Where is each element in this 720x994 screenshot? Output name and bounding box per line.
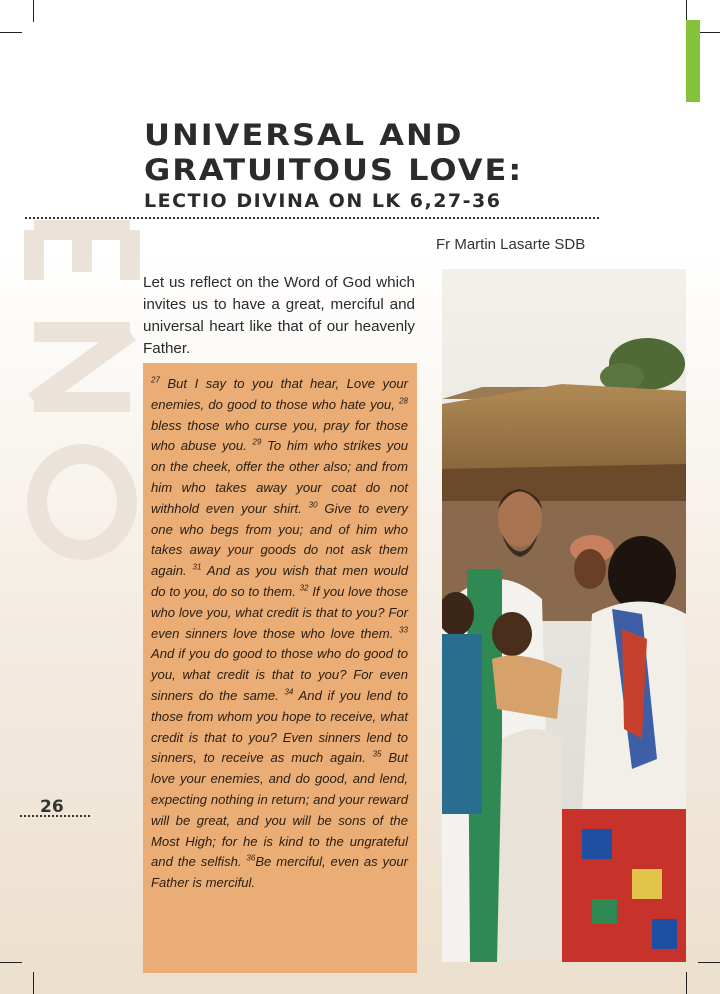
verse-number: 28 (399, 396, 408, 406)
article-title-line-1: UNIVERSAL AND (144, 117, 464, 153)
verse-text: bless those who curse you, pray for those who abuse you. (151, 417, 408, 454)
header-divider (25, 217, 599, 219)
article-header (144, 118, 604, 213)
verse-text: But love your enemies, and do good, and lend, expecting nothing in return; and your reward will be great, and you will be sons of the Most High; for he is kind to the ungrateful and the selfish. (151, 750, 409, 870)
article-subtitle: LECTIO DIVINA ON LK 6,27-36 (144, 190, 502, 212)
verse-text: And if you lend to those from whom you hope to receive, what credit is that to you? Even sinners lend to sinners, to receive as much again. (151, 687, 408, 766)
scripture-passage (151, 374, 408, 894)
verse-number: 36 (246, 853, 256, 863)
verse-text: To him who strikes you on the cheek, offer the other also; and from him who takes away your coat do not withhold even your shirt. (151, 438, 409, 516)
article-title-line-2: GRATUITOUS LOVE: (144, 152, 524, 188)
photo-village-gathering (442, 269, 686, 962)
crop-mark (0, 32, 22, 33)
crop-mark (698, 32, 720, 33)
crop-mark (698, 962, 720, 963)
intro-paragraph: Let us reflect on the Word of God which invites us to have a great, merciful and universal heart like that of our heavenly Father. (143, 274, 415, 357)
verse-number: 30 (308, 500, 318, 510)
verse-number: 27 (151, 375, 160, 385)
verse-number: 34 (284, 687, 294, 697)
verse-text: And if you do good to those who do good to you, what credit is that to you? For even sinners do the same. (151, 646, 408, 703)
verse-text: And as you wish that men would do to you, do so to them. (151, 563, 408, 599)
verse-number: 29 (252, 438, 262, 448)
author-byline: Fr Martin Lasarte SDB (436, 236, 586, 253)
crop-mark (33, 0, 34, 22)
verse-number: 35 (372, 749, 382, 759)
section-color-tab (686, 20, 700, 102)
verse-number: 31 (192, 562, 202, 572)
verse-number: 32 (299, 583, 309, 593)
verse-text: If you love those who love you, what credit is that to you? For even sinners love those who love them. (151, 583, 408, 641)
verse-text: Give to every one who begs from you; and of him who takes away your goods do not ask them again. (151, 500, 408, 579)
page-number-rule (20, 815, 90, 817)
crop-mark (686, 0, 687, 22)
crop-mark (686, 972, 687, 994)
verse-text: But I say to you that hear, Love your enemies, do good to those who hate you, (151, 376, 408, 412)
crop-mark (33, 972, 34, 994)
crop-mark (0, 962, 22, 963)
verse-number: 33 (399, 625, 408, 635)
page-number: 26 (40, 797, 64, 817)
verse-text: Be merciful, even as your Father is merciful. (151, 854, 408, 891)
watermark-one (22, 212, 142, 572)
